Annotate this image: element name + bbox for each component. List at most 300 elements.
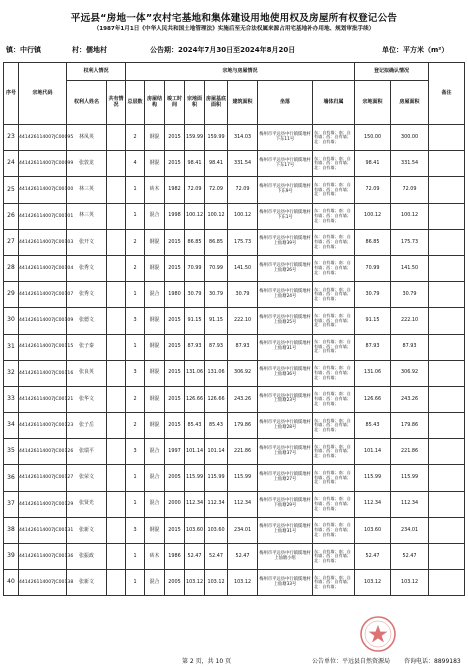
col-base-area: 房屋基底面积 (205, 81, 228, 125)
row-location: 梅州市平远县中行镇儒地村下仙塘29号 (258, 491, 313, 517)
row-note (429, 517, 465, 543)
row-walls: 东：自有墙；南：自有墙；西：自有墙；北：自有墙； (313, 255, 355, 281)
row-structure: 钢混 (145, 308, 165, 334)
table-row (4, 282, 465, 308)
row-co-owner (107, 282, 126, 308)
row-base-area: 115.99 (205, 465, 228, 491)
col-year: 竣工时间 (165, 81, 185, 125)
row-reg-land-area: 52.47 (355, 544, 391, 570)
row-location: 梅州市平远县中行镇儒地村上仙塘小组 (258, 544, 313, 570)
row-note (429, 125, 465, 151)
row-note (429, 229, 465, 255)
town-value: 中行镇 (20, 46, 41, 54)
row-base-area: 112.34 (205, 491, 228, 517)
row-floors: 2 (126, 255, 145, 281)
table-row (4, 360, 465, 386)
row-floors: 1 (126, 203, 145, 229)
row-reg-land-area: 126.66 (355, 386, 391, 412)
row-reg-land-area: 100.12 (355, 203, 391, 229)
row-code: 441426114007JC00116 (19, 360, 67, 386)
row-co-owner (107, 229, 126, 255)
row-code: 441426114007JC00103 (19, 229, 67, 255)
row-base-area: 70.99 (205, 255, 228, 281)
row-person: 张子秦 (67, 334, 107, 360)
table-row (4, 177, 465, 203)
row-location: 梅州市平远县中行镇儒地村上仙塘37号 (258, 439, 313, 465)
row-land-area: 115.99 (185, 465, 205, 491)
village-label: 村： (72, 46, 86, 54)
row-co-owner (107, 517, 126, 543)
town-label: 镇： (6, 46, 20, 54)
row-walls: 东：自有墙；南：自有墙；西：自有墙；北：自有墙； (313, 125, 355, 151)
row-year: 1986 (165, 544, 185, 570)
row-location: 梅州市平远县中行镇儒地村上仙塘39号 (258, 229, 313, 255)
row-reg-house-area: 112.34 (391, 491, 429, 517)
table-row (4, 465, 465, 491)
row-co-owner (107, 570, 126, 596)
row-base-area: 126.66 (205, 386, 228, 412)
row-floors: 1 (126, 177, 145, 203)
row-land-area: 100.12 (185, 203, 205, 229)
row-seq: 38 (4, 517, 19, 543)
row-base-area: 86.85 (205, 229, 228, 255)
row-reg-house-area: 221.86 (391, 439, 429, 465)
row-person: 张秀文 (67, 255, 107, 281)
announcer: 公告单位：平远县自然资源局 (312, 658, 391, 665)
col-reg-house-area: 房屋面积 (391, 81, 429, 125)
row-floors: 1 (126, 282, 145, 308)
row-structure: 钢混 (145, 360, 165, 386)
table-row (4, 517, 465, 543)
row-structure: 钢混 (145, 151, 165, 177)
row-person: 张华文 (67, 386, 107, 412)
table-row (4, 125, 465, 151)
row-base-area: 159.99 (205, 125, 228, 151)
row-year: 2015 (165, 413, 185, 439)
row-code: 441426114007JC00136 (19, 544, 67, 570)
row-co-owner (107, 308, 126, 334)
row-co-owner (107, 177, 126, 203)
row-note (429, 282, 465, 308)
row-floors: 3 (126, 439, 145, 465)
table-row (4, 439, 465, 465)
row-code: 441426114007JC00101 (19, 203, 67, 229)
row-walls: 东：自有墙；南：自有墙；西：自有墙；北：自有墙； (313, 151, 355, 177)
row-code: 441426114007JC00126 (19, 439, 67, 465)
row-year: 2015 (165, 255, 185, 281)
row-note (429, 439, 465, 465)
row-code: 441426114007JC00127 (19, 465, 67, 491)
row-floor-area: 314.03 (228, 125, 258, 151)
row-code: 441426114007JC00107 (19, 282, 67, 308)
row-code: 441426114007JC00109 (19, 308, 67, 334)
row-structure: 钢混 (145, 125, 165, 151)
row-floors: 2 (126, 229, 145, 255)
town-field (6, 45, 41, 55)
row-co-owner (107, 360, 126, 386)
row-note (429, 255, 465, 281)
row-seq: 40 (4, 570, 19, 596)
row-walls: 东：自有墙；南：自有墙；西：自有墙；北：自有墙； (313, 386, 355, 412)
row-year: 2015 (165, 229, 185, 255)
row-person: 林凤英 (67, 125, 107, 151)
row-seq: 24 (4, 151, 19, 177)
row-year: 2015 (165, 517, 185, 543)
row-base-area: 98.41 (205, 151, 228, 177)
row-code: 441426114007JC00104 (19, 255, 67, 281)
row-floor-area: 72.09 (228, 177, 258, 203)
row-reg-house-area: 30.79 (391, 282, 429, 308)
row-location: 梅州市平远县中行镇儒地村上仙塘33号 (258, 570, 313, 596)
col-reg-land-area: 宗地面积 (355, 81, 391, 125)
row-location: 梅州市平远县中行镇儒地村上仙塘23号 (258, 386, 313, 412)
row-co-owner (107, 151, 126, 177)
col-note: 备注 (429, 63, 465, 125)
row-walls: 东：自有墙；南：自有墙；西：自有墙；北：自有墙； (313, 517, 355, 543)
row-location: 梅州市平远县中行镇儒地村上仙塘31号 (258, 517, 313, 543)
row-year: 1980 (165, 282, 185, 308)
row-floors: 2 (126, 386, 145, 412)
col-floor-area: 建筑面积 (228, 81, 258, 125)
row-reg-house-area: 234.01 (391, 517, 429, 543)
page-info: 第 2 页，共 10 页 (182, 658, 232, 665)
table-row (4, 255, 465, 281)
village-field (72, 45, 107, 55)
row-reg-house-area: 179.86 (391, 413, 429, 439)
row-floor-area: 331.54 (228, 151, 258, 177)
row-land-area: 30.79 (185, 282, 205, 308)
row-reg-house-area: 306.92 (391, 360, 429, 386)
row-person: 张新文 (67, 517, 107, 543)
row-floors: 3 (126, 308, 145, 334)
col-floors: 总层数 (126, 81, 145, 125)
row-code: 441426114007JC00131 (19, 517, 67, 543)
village-value: 儒地村 (86, 46, 107, 54)
row-structure: 钢混 (145, 229, 165, 255)
row-reg-land-area: 98.41 (355, 151, 391, 177)
row-base-area: 103.12 (205, 570, 228, 596)
announcement-period: 公告期：2024年7月30日至2024年8月20日 (150, 46, 296, 54)
row-seq: 37 (4, 491, 19, 517)
row-reg-house-area: 87.93 (391, 334, 429, 360)
group-registration: 登记拟确认情况 (355, 63, 429, 81)
row-reg-house-area: 72.09 (391, 177, 429, 203)
row-land-area: 112.34 (185, 491, 205, 517)
row-year: 1997 (165, 439, 185, 465)
row-walls: 东：自有墙；南：自有墙；西：自有墙；北：自有墙； (313, 334, 355, 360)
row-person: 张子岳 (67, 413, 107, 439)
row-floor-area: 112.34 (228, 491, 258, 517)
row-seq: 34 (4, 413, 19, 439)
row-co-owner (107, 439, 126, 465)
row-person: 张瑞平 (67, 439, 107, 465)
row-structure: 混合 (145, 282, 165, 308)
row-reg-land-area: 103.12 (355, 570, 391, 596)
row-walls: 东：自有墙；南：自有墙；西：自有墙；北：自有墙； (313, 360, 355, 386)
row-floors: 3 (126, 360, 145, 386)
row-walls: 东：自有墙；南：自有墙；西：自有墙；北：自有墙； (313, 491, 355, 517)
row-structure: 钢混 (145, 517, 165, 543)
row-reg-land-area: 131.06 (355, 360, 391, 386)
row-person: 林三英 (67, 203, 107, 229)
table-row (4, 229, 465, 255)
row-walls: 东：自有墙；南：自有墙；西：自有墙；北：自有墙； (313, 282, 355, 308)
row-location: 梅州市平远县中行镇儒地村下东9号 (258, 177, 313, 203)
row-base-area: 85.43 (205, 413, 228, 439)
row-code: 441426114007JC00115 (19, 334, 67, 360)
row-base-area: 30.79 (205, 282, 228, 308)
row-floor-area: 221.86 (228, 439, 258, 465)
row-reg-house-area: 52.47 (391, 544, 429, 570)
row-co-owner (107, 386, 126, 412)
row-walls: 东：自有墙；南：自有墙；西：自有墙；北：自有墙； (313, 203, 355, 229)
page-title: 平远县“房地一体”农村宅基地和集体建设用地使用权及房屋所有权登记公告 (70, 13, 398, 24)
row-reg-land-area: 30.79 (355, 282, 391, 308)
row-reg-house-area: 243.26 (391, 386, 429, 412)
row-floor-area: 243.26 (228, 386, 258, 412)
row-note (429, 203, 465, 229)
col-structure: 房屋结构 (145, 81, 165, 125)
row-structure: 钢混 (145, 334, 165, 360)
row-co-owner (107, 125, 126, 151)
row-floor-area: 306.92 (228, 360, 258, 386)
row-floors: 1 (126, 491, 145, 517)
row-land-area: 91.15 (185, 308, 205, 334)
row-base-area: 100.12 (205, 203, 228, 229)
row-structure: 混合 (145, 570, 165, 596)
row-reg-land-area: 150.00 (355, 125, 391, 151)
row-year: 2015 (165, 308, 185, 334)
row-note (429, 491, 465, 517)
row-year: 2005 (165, 570, 185, 596)
row-note (429, 308, 465, 334)
row-reg-land-area: 91.15 (355, 308, 391, 334)
table-body (4, 125, 465, 596)
row-location: 梅州市平远县中行镇儒地村下东11号 (258, 125, 313, 151)
row-reg-land-area: 101.14 (355, 439, 391, 465)
row-reg-house-area: 175.73 (391, 229, 429, 255)
table-row (4, 151, 465, 177)
row-base-area: 91.15 (205, 308, 228, 334)
row-floor-area: 175.73 (228, 229, 258, 255)
row-year: 2015 (165, 125, 185, 151)
row-code: 441426114007JC00138 (19, 570, 67, 596)
row-location: 梅州市平远县中行镇儒地村上仙塘25号 (258, 308, 313, 334)
row-land-area: 126.66 (185, 386, 205, 412)
row-note (429, 177, 465, 203)
row-floors: 2 (126, 125, 145, 151)
row-year: 2015 (165, 151, 185, 177)
row-seq: 32 (4, 360, 19, 386)
row-floors: 2 (126, 413, 145, 439)
group-rights: 权利人情况 (67, 63, 126, 81)
row-reg-land-area: 70.99 (355, 255, 391, 281)
row-walls: 东：自有墙；南：自有墙；西：自有墙；北：自有墙； (313, 177, 355, 203)
row-floors: 1 (126, 570, 145, 596)
row-person: 张德文 (67, 308, 107, 334)
row-year: 2015 (165, 334, 185, 360)
row-seq: 26 (4, 203, 19, 229)
row-seq: 31 (4, 334, 19, 360)
row-note (429, 334, 465, 360)
unit-label: 单位：平方米（m²） (382, 46, 449, 54)
row-reg-land-area: 72.09 (355, 177, 391, 203)
row-land-area: 72.09 (185, 177, 205, 203)
col-land-area: 宗地面积 (185, 81, 205, 125)
row-walls: 东：自有墙；南：自有墙；西：自有墙；北：自有墙； (313, 465, 355, 491)
row-reg-house-area: 331.54 (391, 151, 429, 177)
row-co-owner (107, 465, 126, 491)
row-year: 2000 (165, 491, 185, 517)
row-reg-land-area: 85.43 (355, 413, 391, 439)
row-floor-area: 30.79 (228, 282, 258, 308)
row-floor-area: 100.12 (228, 203, 258, 229)
row-land-area: 70.99 (185, 255, 205, 281)
registration-table (3, 62, 465, 596)
row-structure: 混合 (145, 203, 165, 229)
row-floor-area: 141.50 (228, 255, 258, 281)
row-base-area: 101.14 (205, 439, 228, 465)
row-walls: 东：自有墙；南：自有墙；西：自有墙；北：自有墙； (313, 413, 355, 439)
row-seq: 28 (4, 255, 19, 281)
row-reg-house-area: 300.00 (391, 125, 429, 151)
row-land-area: 86.85 (185, 229, 205, 255)
row-land-area: 103.60 (185, 517, 205, 543)
group-land-house: 宗地与房屋情况 (126, 63, 355, 81)
phone: 咨询电话：8899183 (404, 658, 461, 665)
row-reg-house-area: 115.99 (391, 465, 429, 491)
row-floor-area: 179.86 (228, 413, 258, 439)
row-floors: 4 (126, 151, 145, 177)
row-person: 张良英 (67, 360, 107, 386)
row-structure: 钢混 (145, 413, 165, 439)
row-floor-area: 52.47 (228, 544, 258, 570)
row-note (429, 413, 465, 439)
row-person: 张敦龙 (67, 151, 107, 177)
row-person: 张秀文 (67, 282, 107, 308)
row-walls: 东：自有墙；南：自有墙；西：自有墙；北：自有墙； (313, 544, 355, 570)
page-subtitle: （1987年1月1日《中华人民共和国土地管理法》实施后至无合法权属来源占用宅基地补办用地、规划审批手续） (93, 26, 375, 32)
row-reg-land-area: 86.85 (355, 229, 391, 255)
row-structure: 砖木 (145, 544, 165, 570)
row-location: 梅州市平远县中行镇儒地村上仙塘28号 (258, 413, 313, 439)
row-base-area: 103.60 (205, 517, 228, 543)
row-person: 张新文 (67, 570, 107, 596)
row-floor-area: 87.93 (228, 334, 258, 360)
row-note (429, 570, 465, 596)
official-seal-icon (358, 614, 398, 654)
row-reg-house-area: 141.50 (391, 255, 429, 281)
row-walls: 东：自有墙；南：自有墙；西：自有墙；北：自有墙； (313, 308, 355, 334)
row-code: 441426114007JC00129 (19, 491, 67, 517)
row-reg-land-area: 115.99 (355, 465, 391, 491)
row-reg-house-area: 103.12 (391, 570, 429, 596)
table-row (4, 308, 465, 334)
row-reg-house-area: 100.12 (391, 203, 429, 229)
table-row (4, 386, 465, 412)
col-location: 坐落 (258, 81, 313, 125)
col-seq: 序号 (4, 63, 19, 125)
row-location: 梅州市平远县中行镇儒地村下东17号 (258, 151, 313, 177)
row-land-area: 101.14 (185, 439, 205, 465)
row-walls: 东：自有墙；南：自有墙；西：自有墙；北：自有墙； (313, 229, 355, 255)
row-base-area: 72.09 (205, 177, 228, 203)
row-structure: 混合 (145, 491, 165, 517)
row-seq: 27 (4, 229, 19, 255)
row-year: 2015 (165, 386, 185, 412)
header-row-2 (4, 81, 465, 125)
header-row-1 (4, 63, 465, 81)
row-co-owner (107, 334, 126, 360)
row-code: 441426114007JC00095 (19, 125, 67, 151)
row-note (429, 465, 465, 491)
row-location: 梅州市平远县中行镇儒地村上仙塘36号 (258, 360, 313, 386)
col-co-owner: 共有情况 (107, 81, 126, 125)
table-row (4, 544, 465, 570)
row-floors: 3 (126, 517, 145, 543)
row-floors: 1 (126, 544, 145, 570)
table-row (4, 203, 465, 229)
row-year: 1982 (165, 177, 185, 203)
row-reg-land-area: 112.34 (355, 491, 391, 517)
row-land-area: 52.47 (185, 544, 205, 570)
row-co-owner (107, 491, 126, 517)
row-seq: 33 (4, 386, 19, 412)
row-land-area: 87.93 (185, 334, 205, 360)
row-location: 梅州市平远县中行镇儒地村下东1号 (258, 203, 313, 229)
row-seq: 23 (4, 125, 19, 151)
row-person: 张振政 (67, 544, 107, 570)
row-land-area: 98.41 (185, 151, 205, 177)
row-location: 梅州市平远县中行镇儒地村上仙塘31号 (258, 334, 313, 360)
row-floors: 1 (126, 465, 145, 491)
row-land-area: 131.06 (185, 360, 205, 386)
row-note (429, 386, 465, 412)
row-structure: 混合 (145, 439, 165, 465)
row-floor-area: 103.12 (228, 570, 258, 596)
row-floors: 1 (126, 334, 145, 360)
row-code: 441426114007JC00123 (19, 413, 67, 439)
row-note (429, 360, 465, 386)
row-person: 张荣文 (67, 465, 107, 491)
row-co-owner (107, 544, 126, 570)
row-year: 2015 (165, 360, 185, 386)
row-seq: 36 (4, 465, 19, 491)
row-land-area: 103.12 (185, 570, 205, 596)
row-note (429, 151, 465, 177)
row-floor-area: 115.99 (228, 465, 258, 491)
row-code: 441426114007JC00100 (19, 177, 67, 203)
row-land-area: 159.99 (185, 125, 205, 151)
row-co-owner (107, 413, 126, 439)
row-year: 1998 (165, 203, 185, 229)
row-person: 张开文 (67, 229, 107, 255)
row-land-area: 85.43 (185, 413, 205, 439)
row-structure: 钢混 (145, 255, 165, 281)
row-floor-area: 234.01 (228, 517, 258, 543)
table-row (4, 334, 465, 360)
col-person: 权利人姓名 (67, 81, 107, 125)
row-code: 441426114007JC00099 (19, 151, 67, 177)
row-seq: 30 (4, 308, 19, 334)
row-structure: 钢混 (145, 386, 165, 412)
row-floor-area: 222.10 (228, 308, 258, 334)
row-base-area: 131.06 (205, 360, 228, 386)
row-structure: 混合 (145, 465, 165, 491)
row-location: 梅州市平远县中行镇儒地村上仙塘24号 (258, 282, 313, 308)
row-location: 梅州市平远县中行镇儒地村上仙塘27号 (258, 465, 313, 491)
col-code: 宗地代码 (19, 63, 67, 125)
